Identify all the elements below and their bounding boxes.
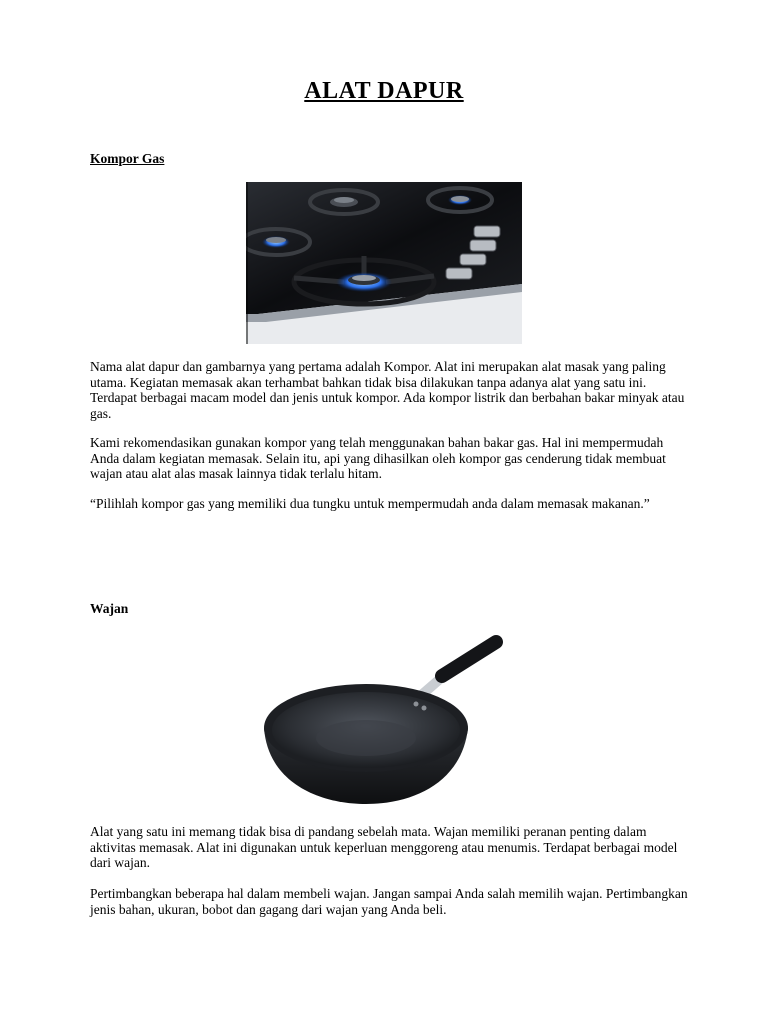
- section-heading-wajan: Wajan: [90, 601, 129, 616]
- section-heading-kompor-gas: Kompor Gas: [90, 151, 165, 166]
- paragraph-kompor-2: Kami rekomendasikan gunakan kompor yang telah menggunakan bahan bakar gas. Hal ini mempermudah Anda dalam kegiatan memasak. Selain itu, api yang dihasilkan oleh kompor gas cenderung tidak membuat wajan atau alat alas masak lainnya tidak terlalu hitam.: [90, 435, 666, 482]
- paragraph-kompor-1: Nama alat dapur dan gambarnya yang pertama adalah Kompor. Alat ini merupakan alat masak yang paling utama. Kegiatan memasak akan terhambat bahkan tidak bisa dilakukan tanpa adanya alat yang satu ini. Terdapat berbagai macam model dan jenis untuk kompor. Ada kompor listrik dan berbahan bakar minyak atau gas.: [90, 359, 685, 421]
- paragraph-kompor-quote: “Pilihlah kompor gas yang memiliki dua tungku untuk mempermudah anda dalam memasak makanan.”: [90, 496, 650, 511]
- paragraph-wajan-1: Alat yang satu ini memang tidak bisa di pandang sebelah mata. Wajan memiliki peranan penting dalam aktivitas memasak. Alat ini digunakan untuk keperluan menggoreng atau menumis. Terdapat berbagai model dari wajan.: [90, 824, 678, 871]
- gas-stove-photo-icon: [246, 182, 522, 344]
- document-title: ALAT DAPUR: [304, 78, 464, 104]
- wok-pan-photo-icon: [258, 632, 508, 812]
- paragraph-wajan-2: Pertimbangkan beberapa hal dalam membeli wajan. Jangan sampai Anda salah memilih wajan. Pertimbangkan jenis bahan, ukuran, bobot dan gagang dari wajan yang Anda beli.: [90, 886, 688, 917]
